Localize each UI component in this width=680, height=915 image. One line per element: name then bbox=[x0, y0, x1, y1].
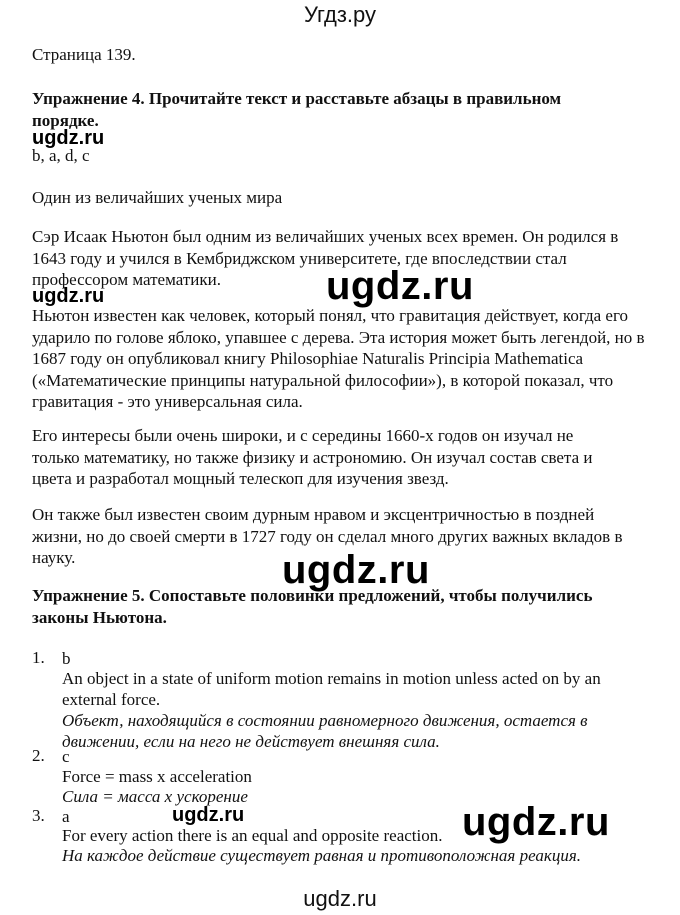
item-russian: Сила = масса х ускорение bbox=[62, 787, 248, 806]
exercise4-answer: b, a, d, c bbox=[32, 146, 90, 165]
item-number: 3. bbox=[32, 806, 45, 825]
item-russian: На каждое действие существует равная и противоположная реакция. bbox=[62, 846, 582, 865]
page-label: Страница 139. bbox=[32, 45, 136, 64]
item-english: An object in a state of uniform motion remains in motion unless acted on by an external force. bbox=[62, 669, 601, 709]
paragraph-3: Его интересы были очень широки, и с середины 1660-х годов он изучал не только математику, но также физику и астрономию. Он изучал состав света и цвета и разработал мощный телескоп для изучения звезд. bbox=[32, 426, 593, 488]
watermark: ugdz.ru bbox=[32, 285, 105, 307]
item-letter: a bbox=[62, 807, 70, 826]
item-letter: c bbox=[62, 747, 70, 766]
site-footer: ugdz.ru bbox=[303, 886, 377, 911]
watermark: ugdz.ru bbox=[326, 264, 474, 308]
watermark: ugdz.ru bbox=[172, 804, 245, 826]
item-letter: b bbox=[62, 649, 71, 668]
text-title: Один из величайших ученых мира bbox=[32, 188, 283, 207]
exercise5-heading: Упражнение 5. Сопоставьте половинки предложений, чтобы получились законы Ньютона. bbox=[32, 586, 593, 627]
item-english: For every action there is an equal and opposite reaction. bbox=[62, 826, 443, 845]
paragraph-2: Ньютон известен как человек, который понял, что гравитация действует, когда его ударило по голове яблоко, упавшее с дерева. Эта история может быть легендой, но в 1687 году он опубликовал книгу Philosophiae Naturalis Principia Mathematica («Математические принципы натуральной философии»), в которой показал, что гравитация - это универсальная сила. bbox=[32, 306, 645, 411]
exercise4-heading: Упражнение 4. Прочитайте текст и расставьте абзацы в правильном порядке. bbox=[32, 89, 562, 130]
watermark: ugdz.ru bbox=[32, 127, 105, 149]
item-russian: Объект, находящийся в состоянии равномерного движения, остается в движении, если на него не действует внешняя сила. bbox=[62, 711, 588, 751]
item-english: Force = mass x acceleration bbox=[62, 767, 252, 786]
watermark: ugdz.ru bbox=[462, 800, 610, 844]
item-number: 2. bbox=[32, 746, 45, 765]
paragraph-1: Сэр Исаак Ньютон был одним из величайших ученых всех времен. Он родился в 1643 году и учился в Кембриджском университете, где впоследствии стал профессором математики. bbox=[32, 227, 619, 289]
paragraph-4: Он также был известен своим дурным нравом и эксцентричностью в поздней жизни, но до своей смерти в 1727 году он сделал много других важных вкладов в науку. bbox=[32, 505, 623, 567]
site-header: Угдз.ру bbox=[303, 2, 377, 27]
item-number: 1. bbox=[32, 648, 45, 667]
watermark: ugdz.ru bbox=[282, 548, 430, 592]
